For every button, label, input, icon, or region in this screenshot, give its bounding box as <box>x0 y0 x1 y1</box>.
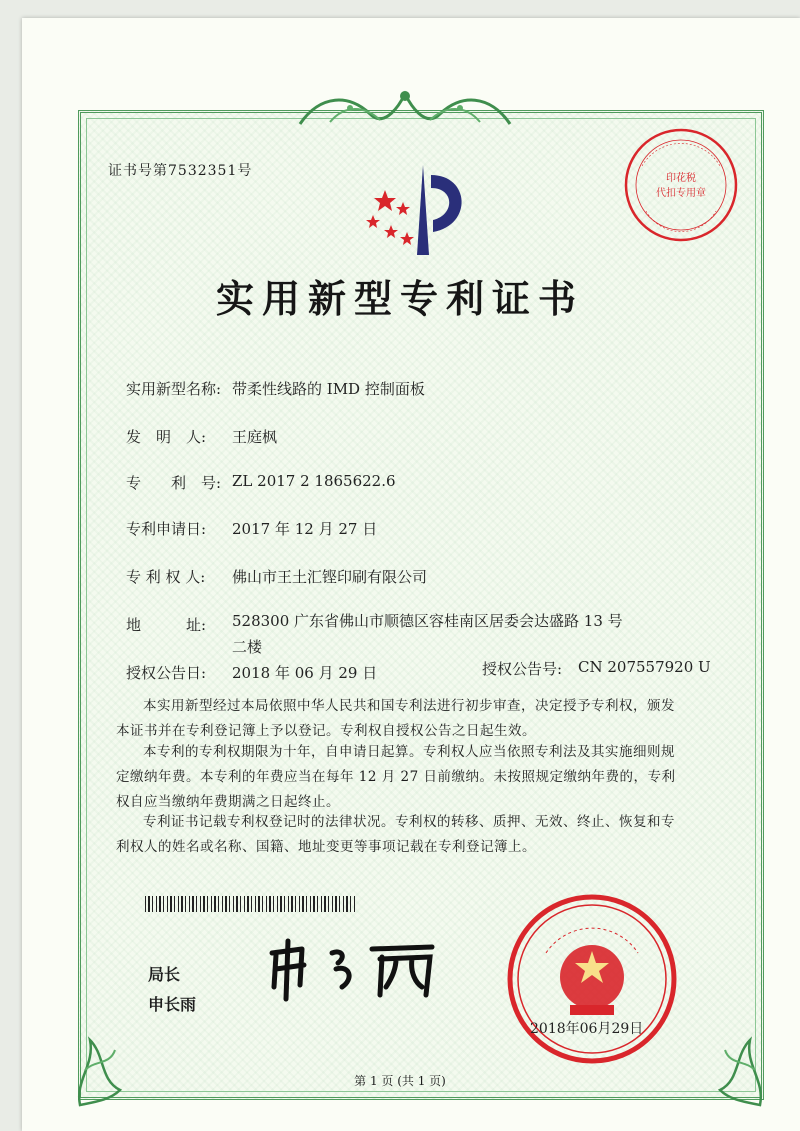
tax-stamp-icon <box>622 126 740 244</box>
handwritten-signature-icon <box>262 935 442 1005</box>
inventor-label: 发 明 人: <box>126 428 207 446</box>
grant-no-label: 授权公告号: <box>482 660 563 678</box>
director-title-label: 局长 <box>148 965 181 984</box>
address-line2: 二楼 <box>232 638 263 656</box>
name-label: 实用新型名称: <box>126 380 222 398</box>
address-line1: 528300 广东省佛山市顺德区容桂南区居委会达盛路 13 号 <box>232 612 623 630</box>
name-value: 带柔性线路的 IMD 控制面板 <box>232 380 425 398</box>
page-footer: 第 1 页 (共 1 页) <box>354 1074 446 1088</box>
paragraph-3: 专利证书记载专利权登记时的法律状况。专利权的转移、质押、无效、终止、恢复和专利权人的姓名或名称、国籍、地址变更等事项记载在专利登记簿上。 <box>116 814 675 855</box>
inventor-value: 王庭枫 <box>232 428 278 446</box>
certificate-title: 实用新型专利证书 <box>215 276 584 321</box>
certificate-number: 证书号第7532351号 <box>108 163 253 179</box>
svg-text:印花税: 印花税 <box>666 173 696 184</box>
patentee-label: 专 利 权 人: <box>126 568 206 586</box>
grant-no-value: CN 207557920 U <box>578 658 711 676</box>
svg-text:代扣专用章: 代扣专用章 <box>656 188 706 199</box>
grant-date-label: 授权公告日: <box>126 664 207 682</box>
filing-date-value: 2017 年 12 月 27 日 <box>232 520 378 538</box>
ornament-bottom-left-icon <box>70 1010 140 1110</box>
official-seal-icon <box>506 893 678 1065</box>
ornament-top-icon <box>290 84 520 134</box>
address-label: 地 址: <box>126 616 207 634</box>
ornament-bottom-right-icon <box>700 1010 770 1110</box>
paragraph-1: 本实用新型经过本局依照中华人民共和国专利法进行初步审查，决定授予专利权，颁发本证书并在专利登记簿上予以登记。专利权自授权公告之日起生效。 <box>116 698 675 739</box>
seal-date: 2018年06月29日 <box>530 1021 644 1037</box>
patent-no-value: ZL 2017 2 1865622.6 <box>232 472 396 490</box>
patentee-value: 佛山市王土汇铿印刷有限公司 <box>232 568 428 586</box>
patent-no-label: 专 利 号: <box>126 474 222 492</box>
barcode <box>145 896 357 912</box>
paragraph-2: 本专利的专利权期限为十年，自申请日起算。专利权人应当依照专利法及其实施细则规定缴纳年费。本专利的年费应当在每年 12 月 27 日前缴纳。未按照规定缴纳年费的，专利权自应当缴纳年费期满之日起终止。 <box>116 744 676 810</box>
grant-date-value: 2018 年 06 月 29 日 <box>232 664 378 682</box>
filing-date-label: 专利申请日: <box>126 520 207 538</box>
cnipa-logo-icon <box>355 160 475 260</box>
director-name: 申长雨 <box>148 995 197 1014</box>
